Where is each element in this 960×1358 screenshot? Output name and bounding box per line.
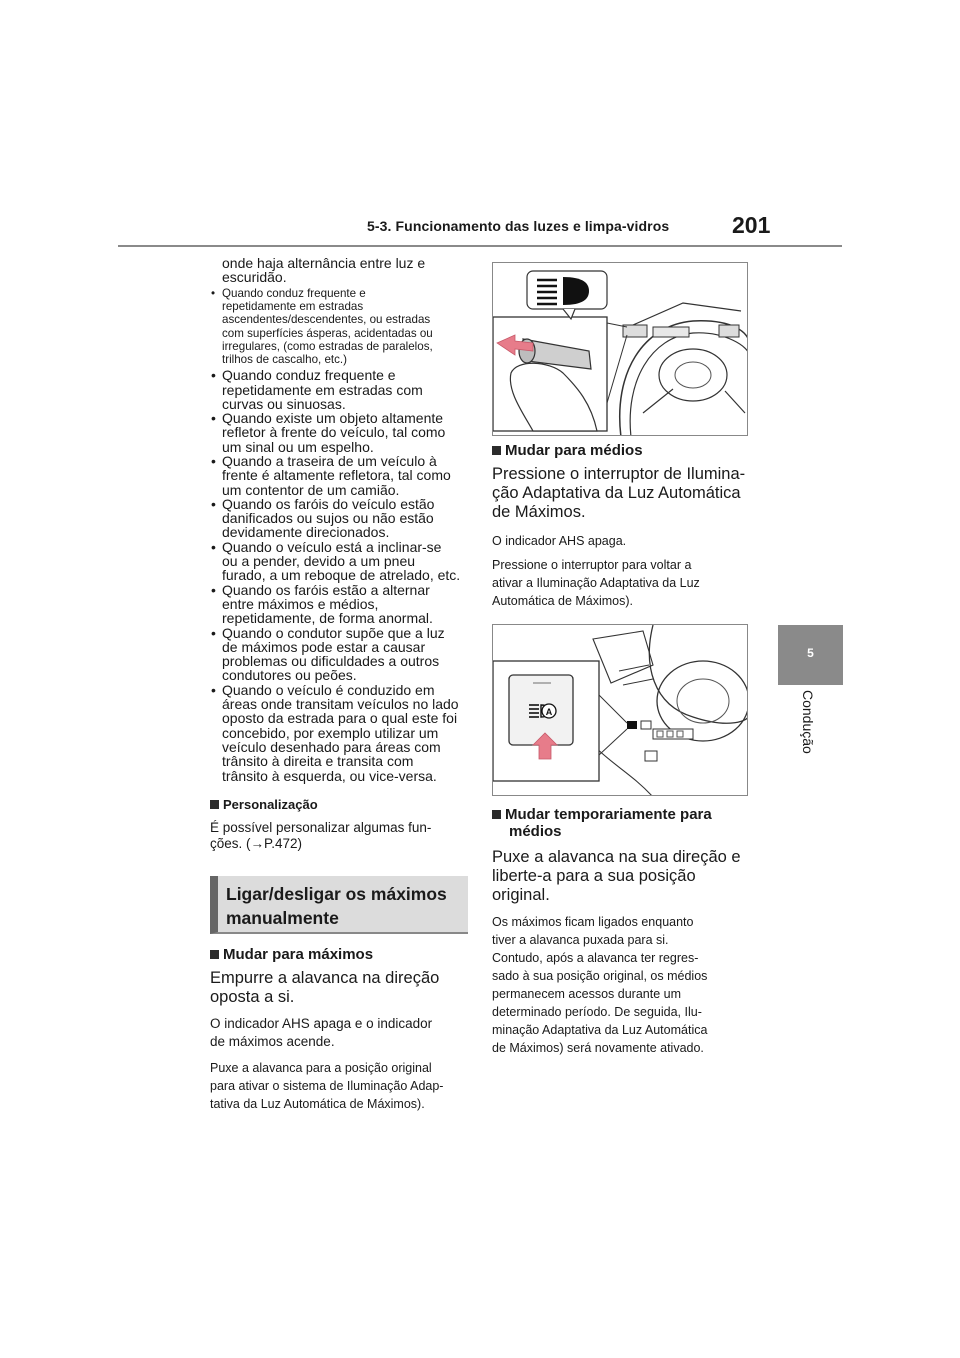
temp-low-step: Puxe a alavanca na sua direção e liberte-a para a sua posição original. <box>492 848 741 904</box>
bullet-item: • Quando conduz frequente e repetidamente em estradas com curvas ou sinuosas. <box>210 368 472 411</box>
personalization-text: É possível personalizar algumas fun- ções. (→P.472) <box>210 819 432 851</box>
switch-illustration <box>492 624 748 796</box>
chapter-label: Condução <box>800 690 816 754</box>
high-beam-note: O indicador AHS apaga e o indicador de máximos acende. <box>210 1015 433 1049</box>
continuation-line: onde haja alternância entre luz e <box>222 255 426 271</box>
bullet-item: • Quando o veículo é conduzido em áreas onde transitam veículos no lado oposto da estrada para o qual este foi concebido, por exemplo utilizar um veículo desenhado para áreas com trânsito à direita e transita com trânsito à esquerda, ou vice-versa. <box>210 683 472 783</box>
lever-drawing <box>493 263 748 436</box>
bullet-item: • Quando os faróis do veículo estão danificados ou sujos ou não estão devidamente direcionados. <box>210 497 472 540</box>
bullet-item: • Quando a traseira de um veículo à frente é altamente refletora, tal como um contentor de um camião. <box>210 454 472 497</box>
high-beam-note-2: Puxe a alavanca para a posição original para ativar o sistema de Iluminação Adap- tativa da Luz Automática de Máximos). <box>210 1060 444 1111</box>
left-column <box>210 256 472 1113</box>
page-number: 201 <box>732 212 771 238</box>
bullet-item: • Quando os faróis estão a alternar entre máximos e médios, repetidamente, de forma anormal. <box>210 583 472 626</box>
personalization-heading: Personalização <box>210 797 472 812</box>
bullet-item: • Quando conduz frequente e repetidamente em estradas ascendentes/descendentes, ou estradas com superfícies ásperas, acidentadas ou irregulares, (como estradas de paralelos, trilhos de cascalho, etc.) <box>210 287 472 366</box>
square-bullet-icon <box>492 446 501 455</box>
square-bullet-icon <box>210 950 219 959</box>
square-bullet-icon <box>210 800 219 809</box>
header-rule <box>118 245 842 247</box>
temp-low-note: Os máximos ficam ligados enquanto tiver a alavanca puxada para si. Contudo, após a alavanca ter regres- sado à sua posição original, os médios permanecem acessos durante um determinado período. De seguida, Ilu- minação Adaptativa da Luz Automática de Máximos) será novamente ativado. <box>492 915 708 1055</box>
square-bullet-icon <box>492 810 501 819</box>
section-heading-box: Ligar/desligar os máximos manualmente <box>210 876 468 934</box>
chapter-tab[interactable] <box>778 625 843 685</box>
low-beam-heading: Mudar para médios <box>492 442 754 459</box>
temp-low-heading: Mudar temporariamente para médios <box>492 806 754 840</box>
switch-drawing <box>493 625 748 796</box>
high-beam-step: Empurre a alavanca na direção oposta a si. <box>210 968 440 1006</box>
high-beam-heading: Mudar para máximos <box>210 946 472 963</box>
lever-illustration <box>492 262 748 436</box>
bullet-item: • Quando o veículo está a inclinar-se ou a pender, devido a um pneu furado, a um reboque de atrelado, etc. <box>210 540 472 583</box>
low-beam-note-2: Pressione o interruptor para voltar a ativar a Iluminação Adaptativa da Luz Automática de Máximos). <box>492 558 700 608</box>
bullet-item: • Quando existe um objeto altamente refletor à frente do veículo, tal como um sinal ou um espelho. <box>210 411 472 454</box>
bullet-item: • Quando o condutor supõe que a luz de máximos pode estar a causar problemas ou dificuldades a outros condutores ou peões. <box>210 626 472 683</box>
continuation-line: escuridão. <box>222 269 287 285</box>
button-letter: A <box>545 707 553 717</box>
chapter-number: 5 <box>807 646 814 660</box>
low-beam-step: Pressione o interruptor de Ilumina- ção Adaptativa da Luz Automática de Máximos. <box>492 465 746 521</box>
low-beam-note: O indicador AHS apaga. <box>492 534 627 548</box>
section-title: 5-3. Funcionamento das luzes e limpa-vidros <box>367 218 670 234</box>
right-column <box>492 262 754 1057</box>
